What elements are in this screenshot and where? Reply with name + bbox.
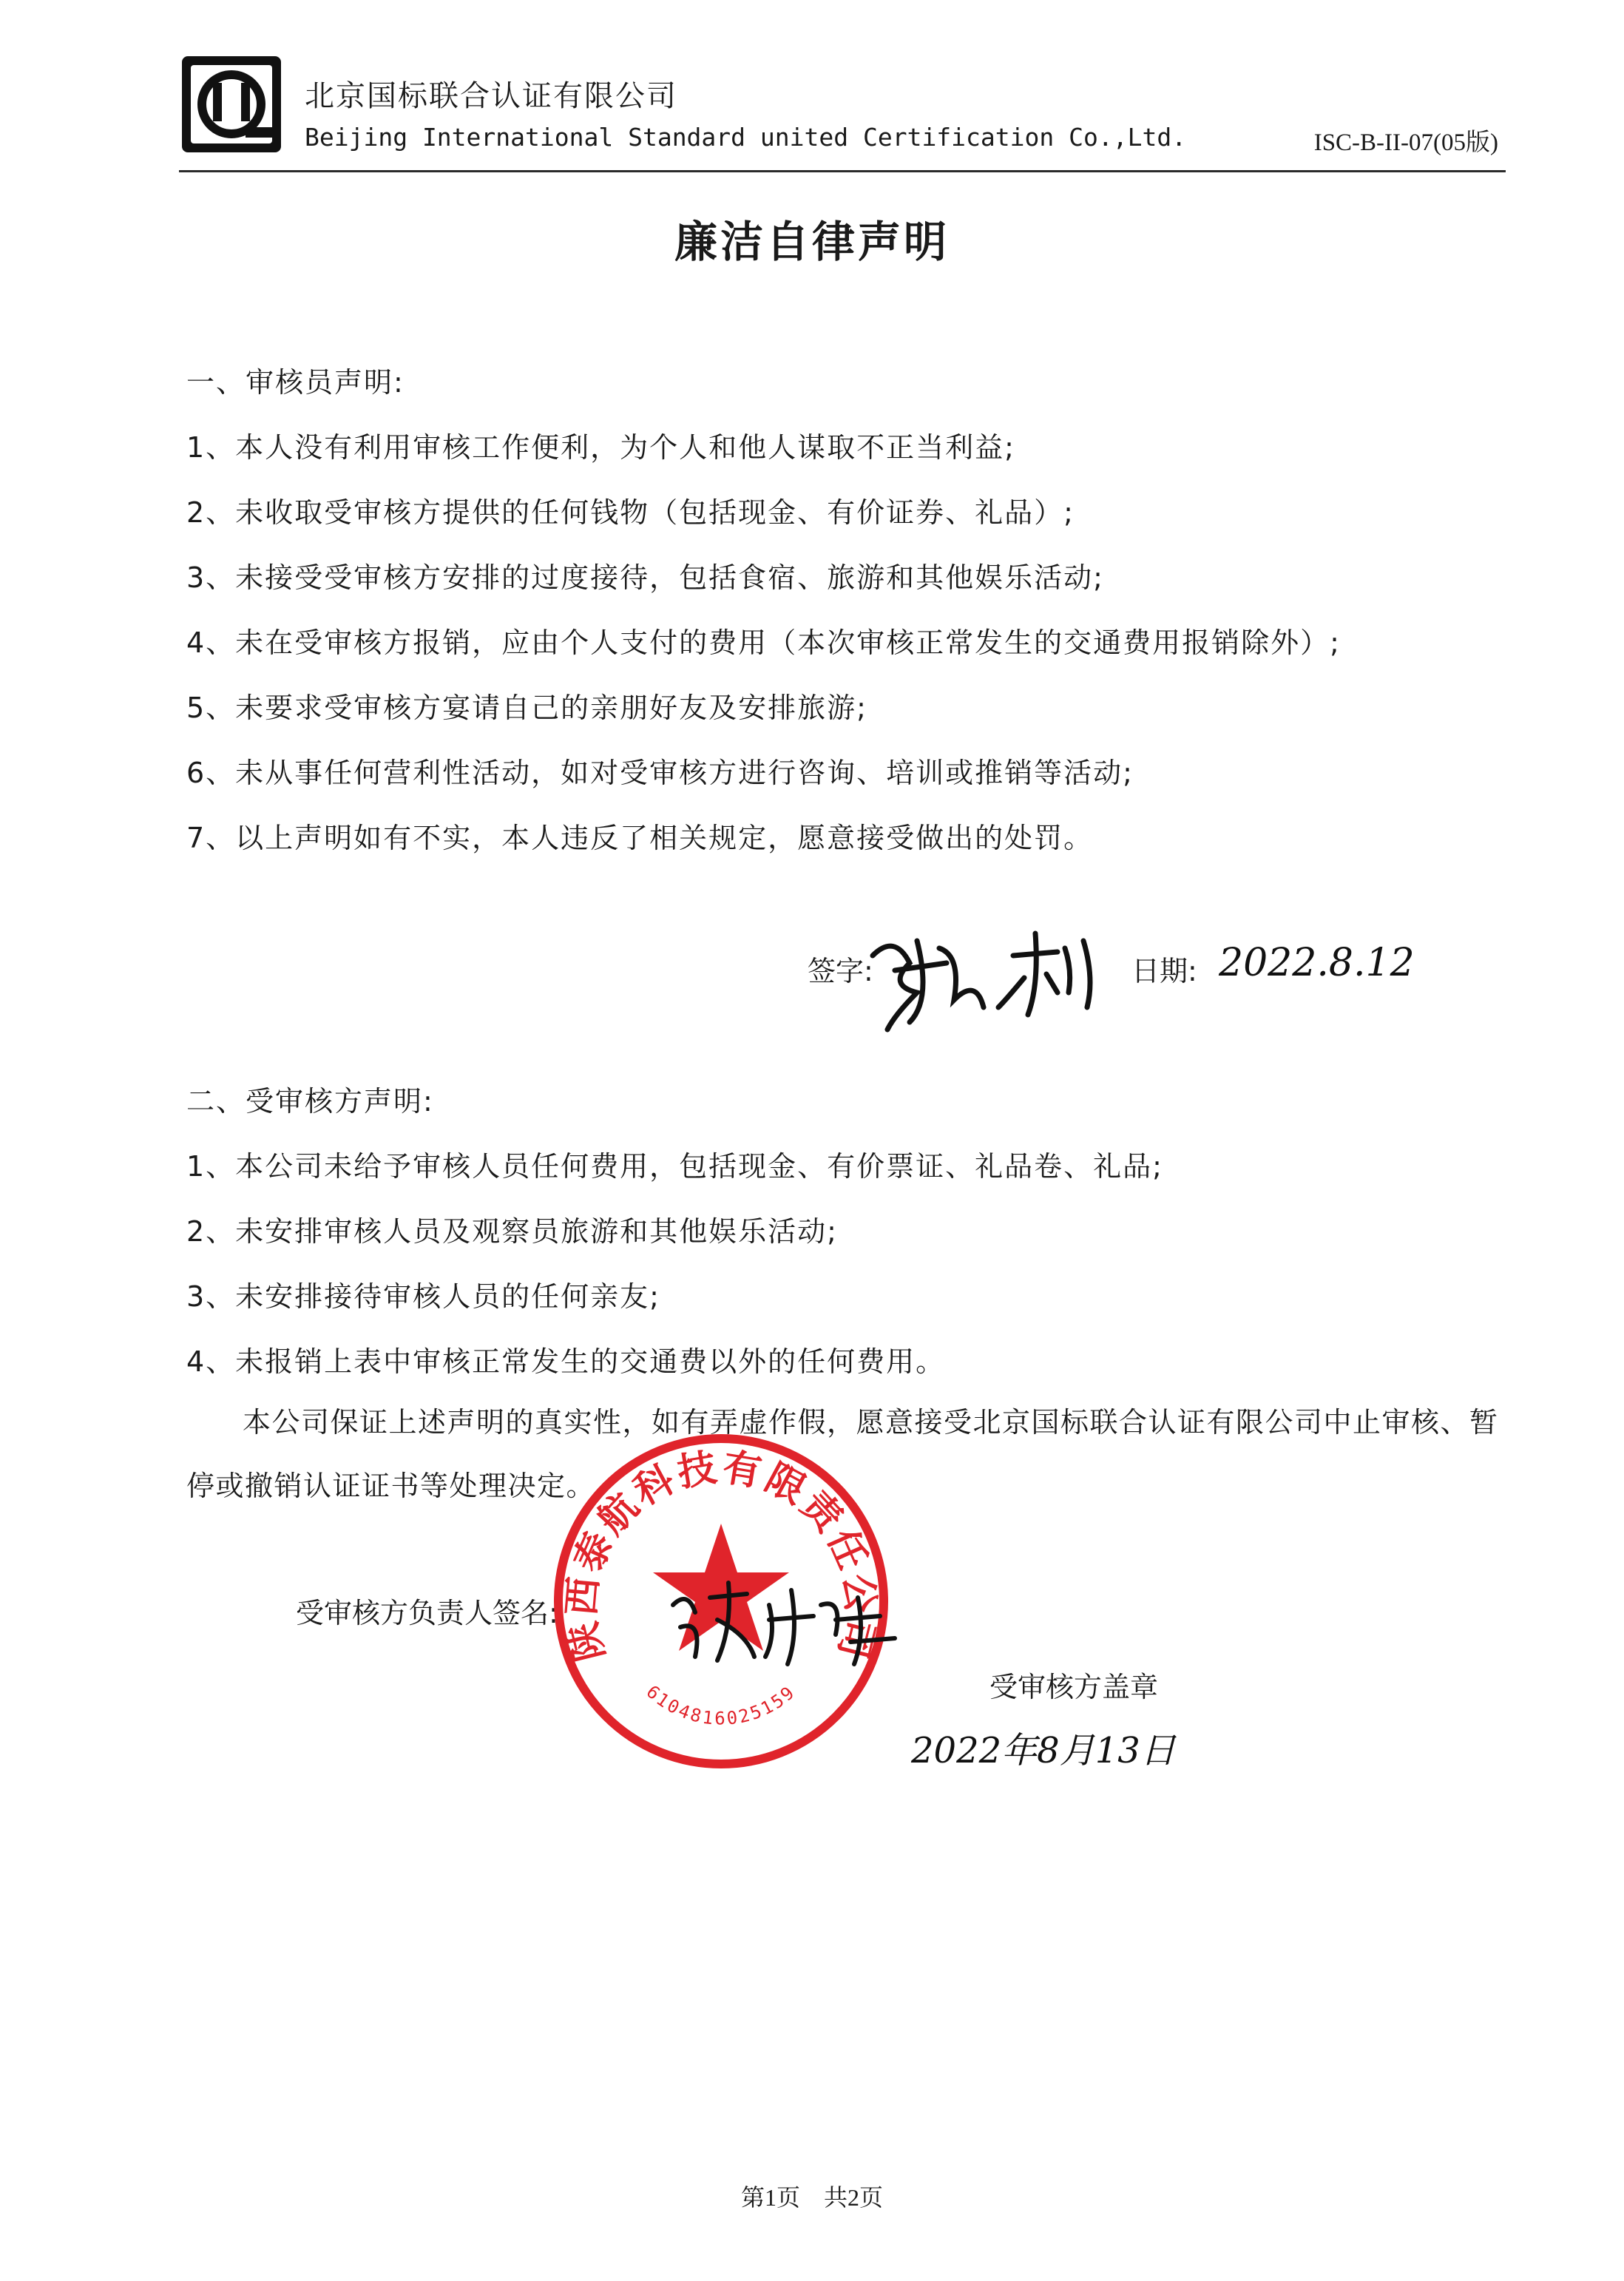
seal-number: 6104816025159: [642, 1681, 800, 1729]
company-name-cn: 北京国标联合认证有限公司: [305, 79, 677, 113]
seal-text: 陕西泰航科技有限责任公司: [559, 1444, 883, 1666]
seal-label: 受审核方盖章: [989, 1671, 1159, 1703]
guarantee-paragraph: 本公司保证上述声明的真实性，如有弄虚作假，愿意接受北京国标联合认证有限公司中止审核、暂停或撤销认证证书等处理决定。: [186, 1406, 1499, 1502]
auditor-signature: [865, 911, 1109, 1037]
document-code: ISC-B-II-07(05版): [1313, 129, 1498, 156]
responsible-signature: [666, 1575, 910, 1672]
auditor-item-6: 6、未从事任何营利性活动，如对受审核方进行咨询、培训或推销等活动;: [186, 757, 1134, 789]
company-name-en: Beijing International Standard united Certification Co.,Ltd.: [305, 123, 1187, 152]
seal-date: 2022年8月13日: [911, 1730, 1176, 1771]
auditee-item-3: 3、未安排接待审核人员的任何亲友;: [186, 1280, 660, 1313]
page-title: 廉洁自律声明: [674, 217, 950, 267]
auditee-section-heading: 二、受审核方声明:: [186, 1085, 434, 1118]
auditor-item-7: 7、以上声明如有不实，本人违反了相关规定，愿意接受做出的处罚。: [186, 822, 1094, 854]
auditor-item-3: 3、未接受受审核方安排的过度接待，包括食宿、旅游和其他娱乐活动;: [186, 561, 1104, 594]
auditor-sign-date: 2022.8.12: [1219, 941, 1415, 985]
responsible-signature-label: 受审核方负责人签名:: [296, 1597, 558, 1629]
signature-label: 签字:: [808, 955, 873, 987]
auditee-item-2: 2、未安排审核人员及观察员旅游和其他娱乐活动;: [186, 1215, 838, 1248]
date-label: 日期:: [1131, 955, 1197, 987]
auditor-item-5: 5、未要求受审核方宴请自己的亲朋好友及安排旅游;: [186, 692, 867, 724]
auditor-item-4: 4、未在受审核方报销，应由个人支付的费用（本次审核正常发生的交通费用报销除外）;: [186, 626, 1341, 659]
auditee-item-4: 4、未报销上表中审核正常发生的交通费以外的任何费用。: [186, 1345, 946, 1378]
auditee-item-1: 1、本公司未给予审核人员任何费用，包括现金、有价票证、礼品卷、礼品;: [186, 1150, 1163, 1183]
header-divider: [179, 170, 1506, 172]
auditor-item-1: 1、本人没有利用审核工作便利，为个人和他人谋取不正当利益;: [186, 431, 1015, 464]
auditor-item-2: 2、未收取受审核方提供的任何钱物（包括现金、有价证券、礼品）;: [186, 496, 1075, 529]
company-logo: [179, 53, 284, 155]
auditor-section-heading: 一、审核员声明:: [186, 366, 405, 399]
page-number: 第1页 共2页: [740, 2184, 883, 2211]
svg-text:6104816025159: [643, 1681, 800, 1729]
